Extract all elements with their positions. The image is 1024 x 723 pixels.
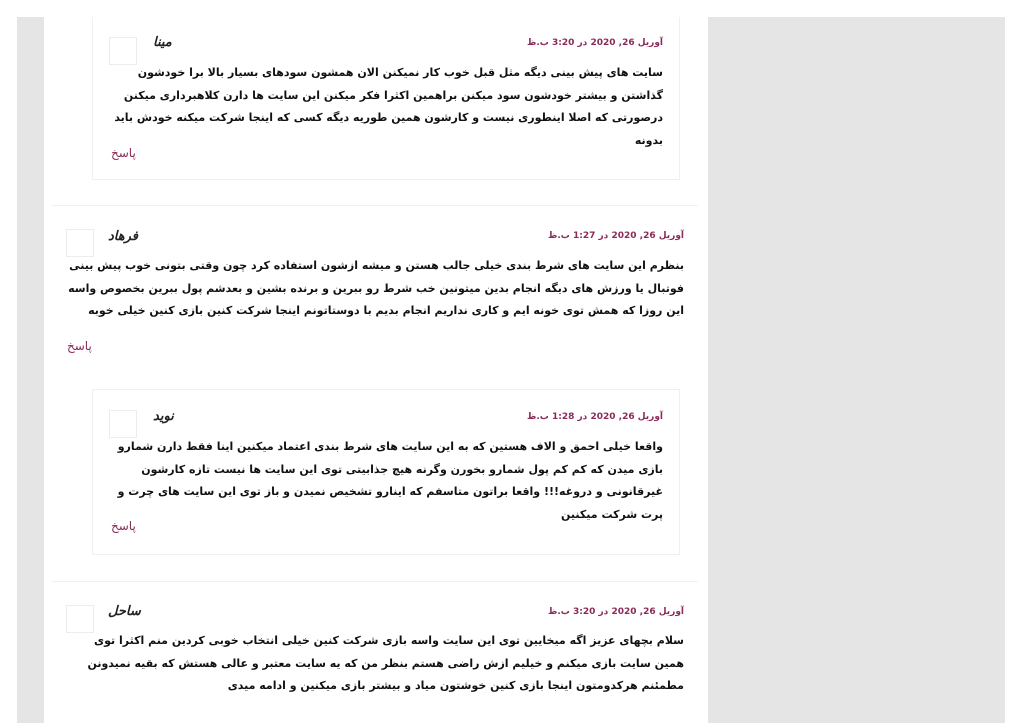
- comment-text: بنظرم این سایت های شرط بندی خیلی جالب هستن و میشه ازشون استفاده کرد چون وقتی بتونی خوب پیش بینی فوتبال یا ورزش های دیگه انجام بدین میتونین خب شرط رو ببرین و برنده بشین و بعدشم پول ببرین بخصوص واسه این روزا که همش توی خونه ایم و کاری نداریم انجام بدیم با دوستاتونم اینجا شرکت کنین بازی کنین خیلی خوبه: [68, 259, 684, 317]
- comment-farhad: [52, 205, 698, 388]
- comment-date[interactable]: آوریل 26, 2020 در 3:20 ب.ظ: [548, 607, 684, 617]
- reply-link[interactable]: پاسخ: [111, 519, 136, 533]
- avatar: [66, 229, 94, 257]
- reply-link[interactable]: پاسخ: [111, 146, 136, 160]
- comment-author[interactable]: مینا: [153, 35, 172, 50]
- comment-date[interactable]: آوریل 26, 2020 در 1:28 ب.ظ: [527, 412, 663, 422]
- left-gutter: [17, 17, 44, 723]
- comment-mina: [92, 17, 680, 180]
- comment-text: سلام بچهای عزیز اگه میخایین توی این سایت واسه بازی شرکت کنین خیلی انتخاب خوبی کردین منم اکثرا توی همین سایت بازی میکنم و خیلیم ازش راضی هستم بنظر من که یه سایت معتبر و عالی هستش که بقیه نمیدونن مطمئنم هرکدومتون اینجا بازی کنین خوشتون میاد و بیشتر بازی میکنین و ادامه میدی: [87, 634, 684, 692]
- comment-date[interactable]: آوریل 26, 2020 در 3:20 ب.ظ: [527, 38, 663, 48]
- comment-author[interactable]: فرهاد: [108, 229, 138, 244]
- comment-navid: [92, 389, 680, 555]
- comment-sahel: [52, 581, 698, 723]
- comment-author[interactable]: ساحل: [108, 604, 141, 619]
- comment-date[interactable]: آوریل 26, 2020 در 1:27 ب.ظ: [548, 231, 684, 241]
- comment-author[interactable]: نوید: [153, 409, 174, 424]
- comments-list: [44, 17, 708, 723]
- avatar: [66, 605, 94, 633]
- avatar: [109, 37, 137, 65]
- reply-link[interactable]: پاسخ: [67, 339, 92, 353]
- avatar: [109, 410, 137, 438]
- comment-text: سایت های پیش بینی دیگه مثل قبل خوب کار نمیکنن الان همشون سودهای بسیار بالا برا خودشون گذاشتن و بیشتر خودشون سود میکنن براهمین اکثرا فکر میکنن این سایت ها دارن کلاهبرداری میکنن درصورتی که اصلا اینطوری نیست و کارشون همین طوریه دیگه کسی که اینجا شرکت میکنه خودش باید بدونه: [114, 66, 663, 147]
- sidebar: [708, 17, 1005, 723]
- comment-text: واقعا خیلی احمق و الاف هستین که به این سایت های شرط بندی اعتماد میکنین اینا فقط دارن شمارو بازی میدن که کم کم پول شمارو بخورن وگرنه هیچ جذابیتی توی این سایت ها نیست تازه کارشون غیرقانونی و دروغه!!! واقعا براتون متاسفم که اینارو تشخیص نمیدن و باز توی این سایت های چرت و پرت شرکت میکنین: [117, 440, 663, 521]
